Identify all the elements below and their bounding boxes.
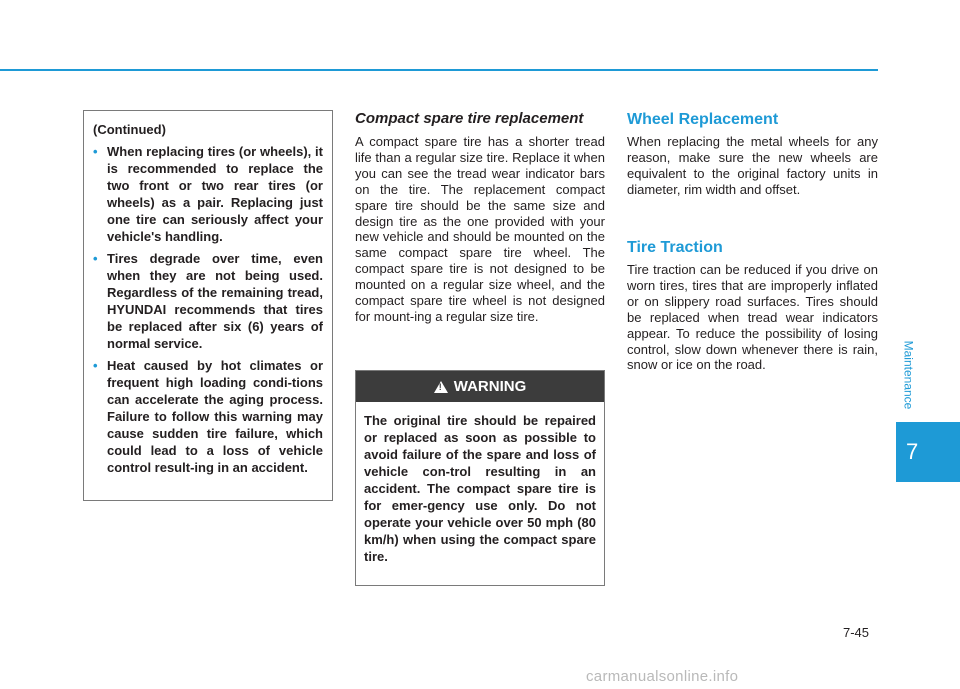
continued-label: (Continued) <box>93 122 166 137</box>
warning-label: WARNING <box>453 378 527 395</box>
section-side-label-text: Maintenance <box>901 340 915 410</box>
bullet-icon: • <box>93 144 98 159</box>
list-item <box>93 357 323 476</box>
wheel-replacement-body: When replacing the metal wheels for any reason, make sure the new wheels are equivalent to the original factory units in diameter, rim width and offset. <box>627 134 878 197</box>
list-item-text: Tires degrade over time, even when they are not being used. Regardless of the remaining tread, HYUNDAI recommends that tires be replaced after six (6) years of normal service. <box>107 251 323 351</box>
tire-traction-heading: Tire Traction <box>627 239 723 256</box>
warning-box <box>355 370 605 586</box>
watermark: carmanualsonline.info <box>586 668 739 685</box>
warning-header <box>356 371 604 402</box>
bullet-icon: • <box>93 251 98 266</box>
list-item <box>93 143 323 245</box>
page-number: 7-45 <box>843 625 870 640</box>
list-item-text: When replacing tires (or wheels), it is recommended to replace the two front or two rear tires (or wheels) as a pair. Replacing just one tire can seriously affect your vehicle's handling. <box>107 144 323 244</box>
top-rule <box>0 69 878 71</box>
caution-list <box>93 143 323 476</box>
compact-spare-body: A compact spare tire has a shorter tread life than a regular size tire. Replace it when you can see the tread wear indicator bars on the tire. The replacement compact spare tire should be the same size and design tire as the one provided with your new vehicle and should be mounted on the same compact spare tire wheel. The compact spare tire is not designed to be mounted on a regular size wheel, and the compact spare tire wheel is not designed for mount-ing a regular size tire. <box>355 134 605 324</box>
list-item <box>93 250 323 352</box>
list-item-text: Heat caused by hot climates or frequent high loading condi-tions can accelerate the aging process. Failure to follow this warning may cause sudden tire failure, which could lead to a loss of vehicle control result-ing in an accident. <box>107 358 323 475</box>
chapter-tab: 7 <box>896 422 960 482</box>
bullet-icon: • <box>93 358 98 373</box>
warning-body: The original tire should be repaired or replaced as soon as possible to avoid failure of the spare and loss of vehicle con-trol resulting in an accident. The compact spare tire is for emer-gency use only. Do not operate your vehicle over 50 mph (80 km/h) when using the compact spare tire. <box>364 413 596 564</box>
tire-traction-body: Tire traction can be reduced if you drive on worn tires, tires that are improperly inflated or on slippery road surfaces. Tires should be replaced when tread wear indicators appear. To reduce the possibility of losing control, slow down whenever there is rain, snow or ice on the road. <box>627 262 878 373</box>
compact-spare-heading: Compact spare tire replacement <box>355 110 584 127</box>
wheel-replacement-heading: Wheel Replacement <box>627 111 779 128</box>
warning-triangle-icon <box>434 381 448 393</box>
section-side-label <box>896 335 920 415</box>
continued-caution-box <box>83 110 333 501</box>
